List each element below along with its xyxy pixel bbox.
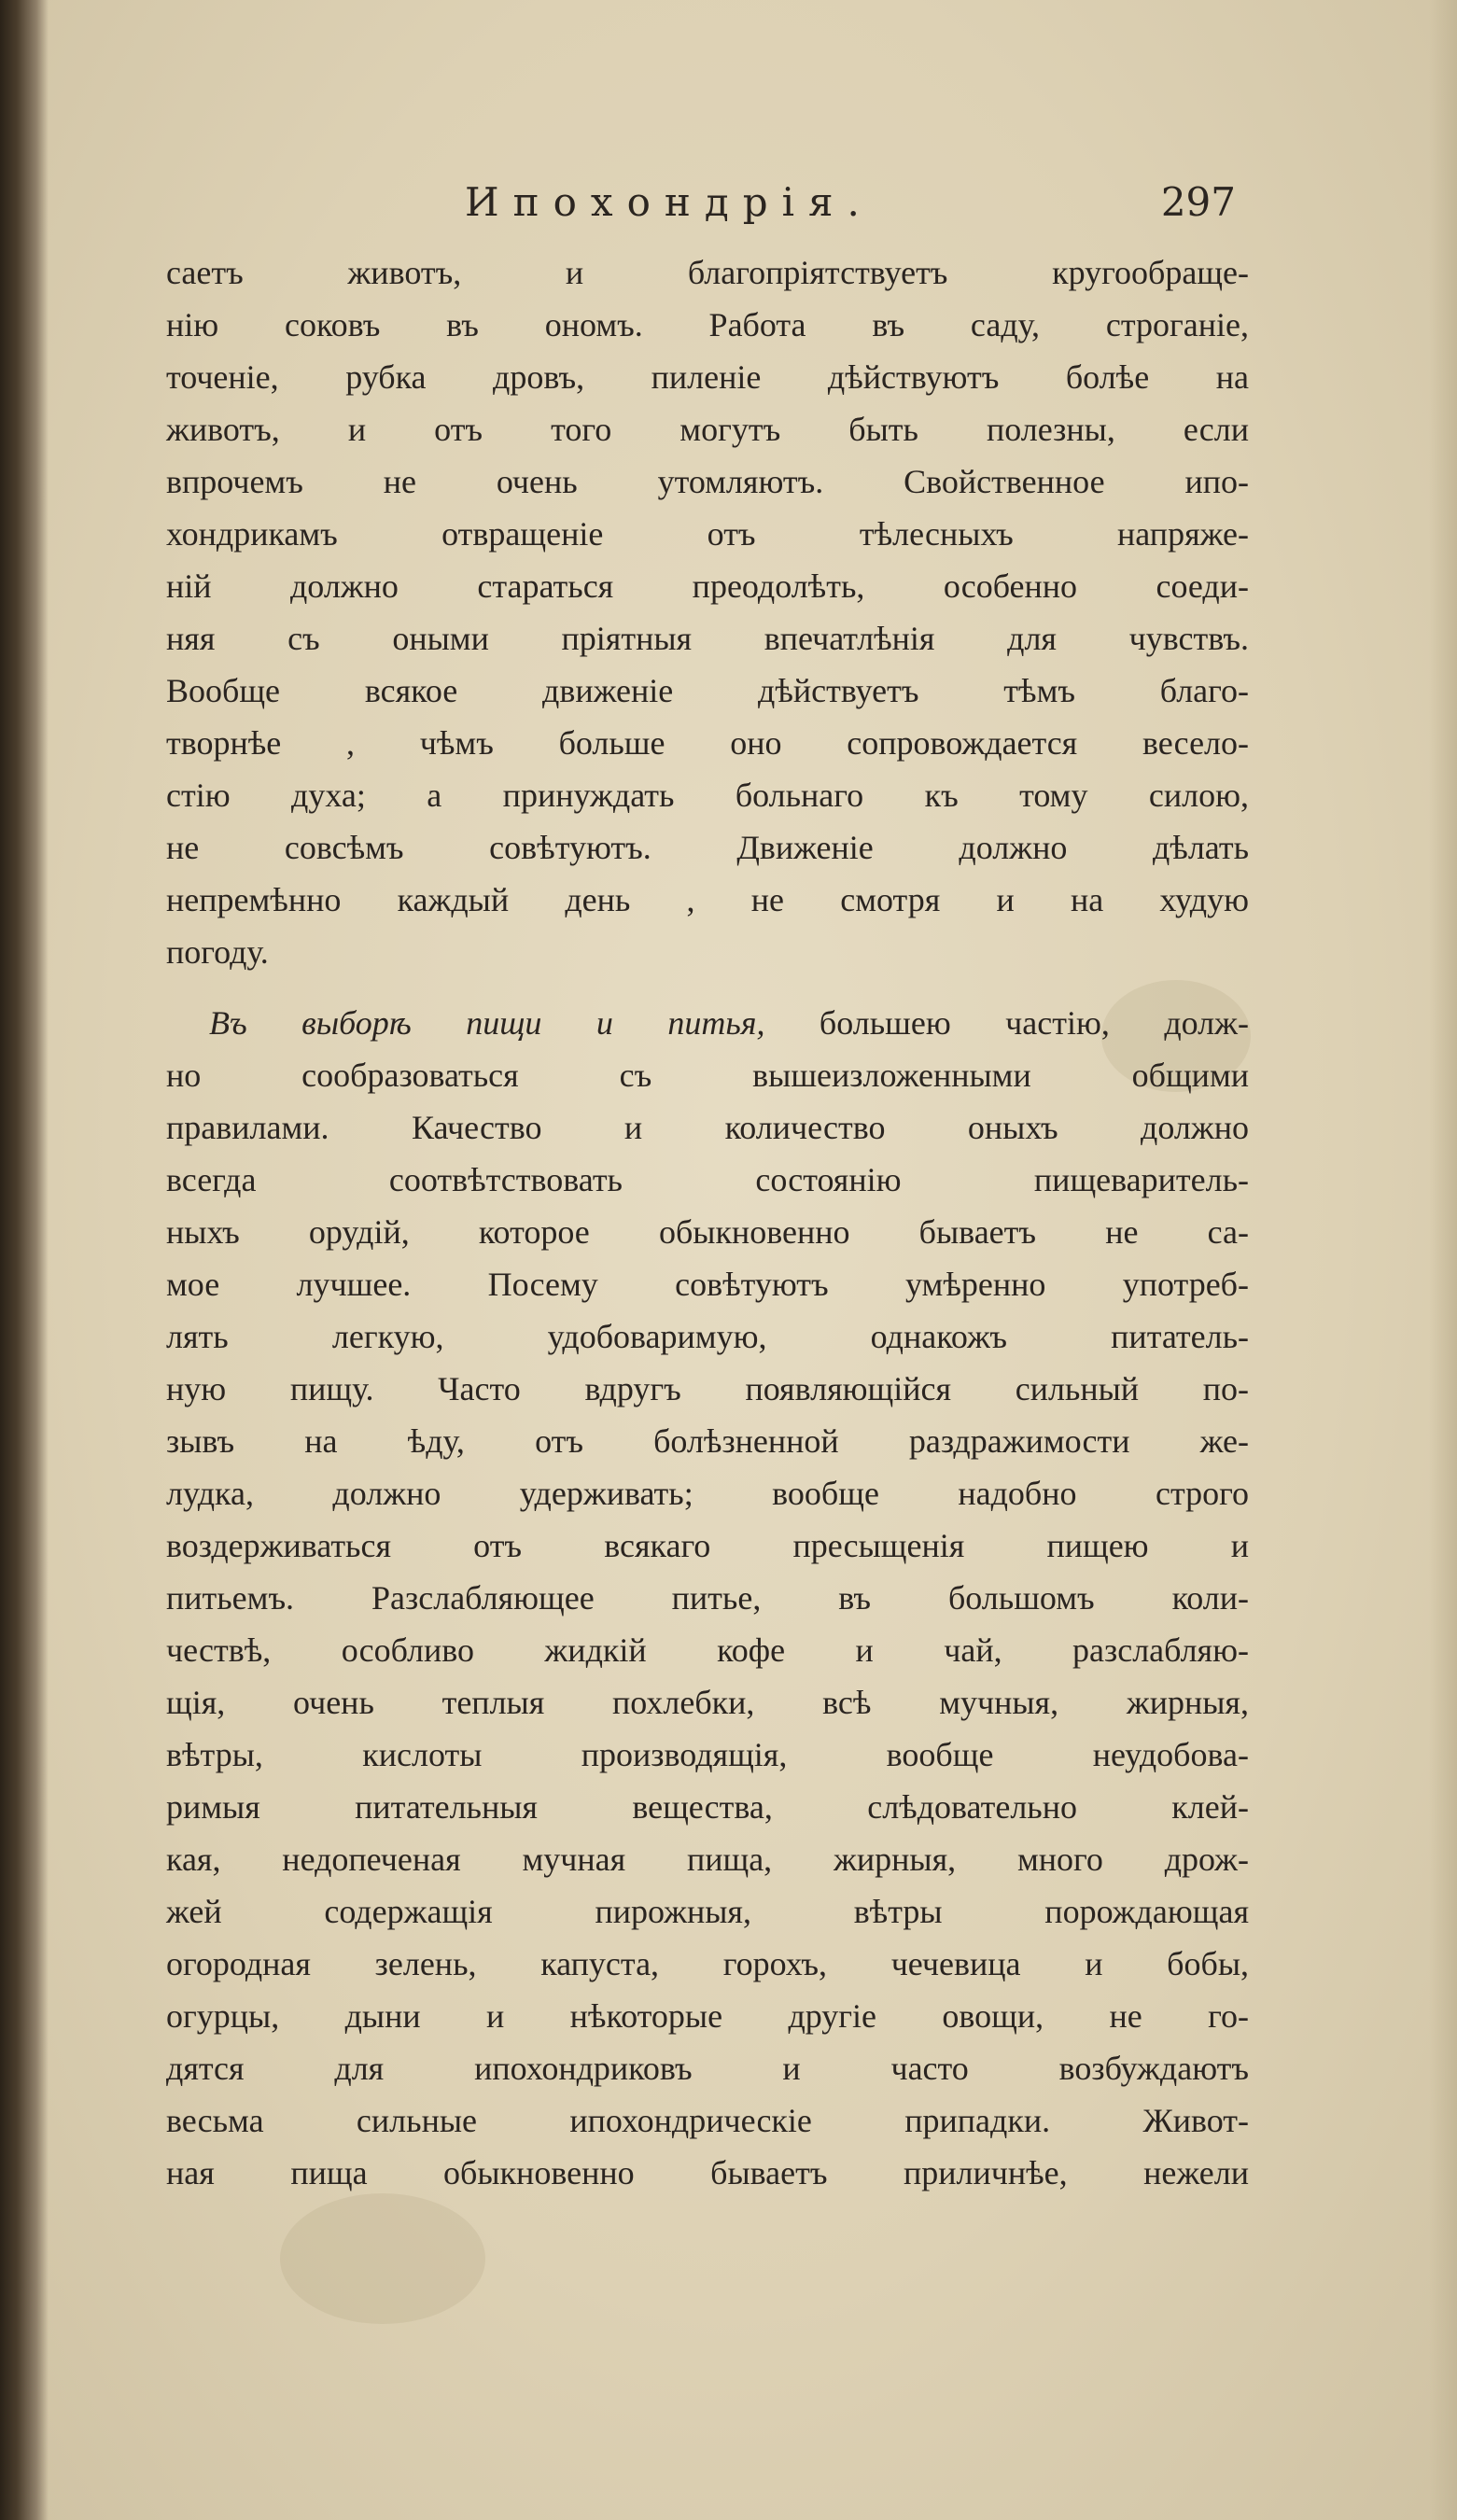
text-line: римыя питательныя вещества, слѣдовательно клей- [166, 1788, 1249, 1826]
text-line: стію духа; а принуждать больнаго къ тому силою, [166, 777, 1249, 814]
paper-stain [280, 2193, 485, 2324]
text-line: огородная зелень, капуста, горохъ, чечевица и бобы, [166, 1945, 1249, 1982]
text-line: точеніе, рубка дровъ, пиленіе дѣйствуютъ болѣе на [166, 358, 1249, 396]
text-line [166, 997, 1249, 1049]
text-line: жей содержащія пирожныя, вѣтры порождающая [166, 1893, 1249, 1930]
text-line: огурцы, дыни и нѣкоторые другіе овощи, не го- [166, 1997, 1249, 2035]
text-line: ная пища обыкновенно бываетъ приличнѣе, нежели [166, 2154, 1249, 2191]
book-spine-shadow [0, 0, 49, 2520]
body-text [166, 246, 1249, 2199]
text-line: няя съ оными пріятныя впечатлѣнія для чувствъ. [166, 620, 1249, 657]
text-line: воздерживаться отъ всякаго пресыщенія пищею и [166, 1527, 1249, 1564]
paragraph-1 [166, 246, 1249, 978]
text-line: зывъ на ѣду, отъ болѣзненной раздражимости же- [166, 1422, 1249, 1460]
text-line: нію соковъ въ ономъ. Работа въ саду, строганіе, [166, 306, 1249, 343]
text-line: ній должно стараться преодолѣть, особенно соеди- [166, 567, 1249, 605]
text-line: лудка, должно удерживать; вообще надобно строго [166, 1475, 1249, 1512]
text-line: но сообразоваться съ вышеизложенными общими [166, 1057, 1249, 1094]
text-line: творнѣе , чѣмъ больше оно сопровождается весело- [166, 724, 1249, 762]
text-line: вѣтры, кислоты производящія, вообще неудобова- [166, 1736, 1249, 1773]
text-run: большею частію, долж- [764, 1004, 1249, 1042]
page-header [168, 179, 1251, 235]
text-line: питьемъ. Разслабляющее питье, въ большомъ коли- [166, 1579, 1249, 1617]
paragraph-2 [166, 997, 1249, 2199]
text-line: правилами. Качество и количество оныхъ должно [166, 1109, 1249, 1146]
text-line: лять легкую, удобоваримую, однакожъ питатель- [166, 1318, 1249, 1355]
text-line: весьма сильные ипохондрическіе припадки. Живот- [166, 2102, 1249, 2139]
page-edge-shadow [1429, 0, 1457, 2520]
text-line: впрочемъ не очень утомляютъ. Свойственное ипо- [166, 463, 1249, 500]
paragraph-gap [166, 978, 1249, 997]
text-line: животъ, и отъ того могутъ быть полезны, если [166, 411, 1249, 448]
text-line: погоду. [166, 933, 269, 971]
page-number: 297 [1160, 179, 1236, 225]
text-line: всегда соотвѣтствовать состоянію пищеваритель- [166, 1161, 1249, 1198]
italic-lead: Въ выборѣ пищи и питья, [209, 1004, 765, 1042]
text-line: Вообще всякое движеніе дѣйствуетъ тѣмъ благо- [166, 672, 1249, 709]
text-line: непремѣнно каждый день , не смотря и на худую [166, 881, 1249, 918]
text-line: чествѣ, особливо жидкій кофе и чай, разслабляю- [166, 1631, 1249, 1669]
text-line: хондрикамъ отвращеніе отъ тѣлесныхъ напряже- [166, 515, 1249, 553]
text-line: ную пищу. Часто вдругъ появляющійся сильный по- [166, 1370, 1249, 1407]
text-line: ныхъ орудій, которое обыкновенно бываетъ не са- [166, 1213, 1249, 1251]
text-line: кая, недопеченая мучная пища, жирныя, много дрож- [166, 1841, 1249, 1878]
text-line: мое лучшее. Посему совѣтуютъ умѣренно употреб- [166, 1266, 1249, 1303]
text-line: не совсѣмъ совѣтуютъ. Движеніе должно дѣлать [166, 829, 1249, 866]
text-line: щія, очень теплыя похлебки, всѣ мучныя, жирныя, [166, 1684, 1249, 1721]
running-head: Ипохондрія. [465, 179, 874, 225]
text-line: саетъ животъ, и благопріятствуетъ кругообраще- [166, 254, 1249, 291]
text-line: дятся для ипохондриковъ и часто возбуждаютъ [166, 2050, 1249, 2087]
